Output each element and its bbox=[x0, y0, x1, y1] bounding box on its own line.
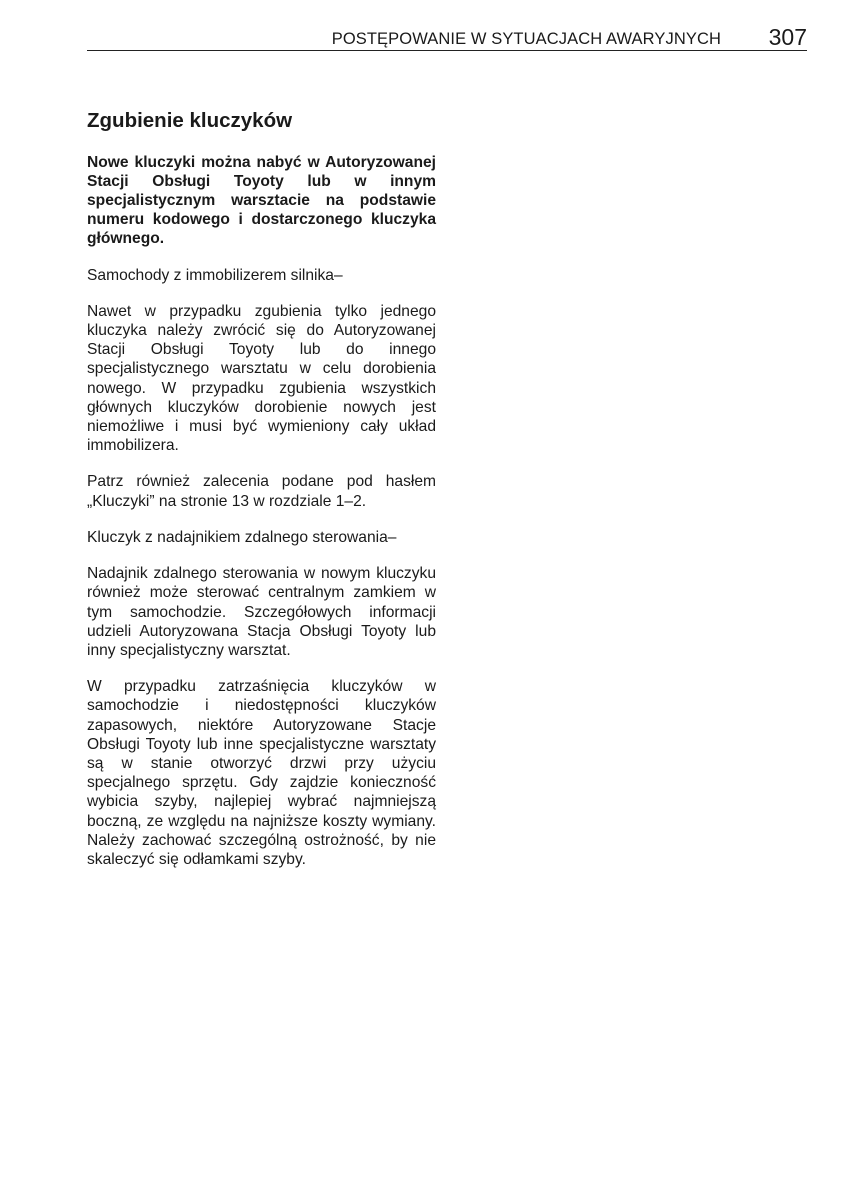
paragraph-remote-body: Nadajnik zdalnego sterowania w nowym kluczyku również może sterować centralnym zamkiem w tym samochodzie. Szczegółowych informacji udzieli Autoryzowana Stacja Obsługi Toyoty lub inny specjalistyczny warsztat. bbox=[87, 565, 436, 659]
paragraph-immobilizer-body: Nawet w przypadku zgubienia tylko jednego kluczyka należy zwrócić się do Autoryzowanej Stacji Obsługi Toyoty lub do innego specjalistycznego warsztatu w celu dorobienia nowego. W przypadku zgubienia wszystkich głównych kluczyków dorobienie nowych jest niemożliwe i musi być wymieniony cały układ immobilizera. bbox=[87, 302, 436, 455]
page-number: 307 bbox=[768, 24, 807, 50]
paragraph-locked-keys: W przypadku zatrzaśnięcia kluczyków w samochodzie i niedostępności kluczyków zapasowych, niektóre Autoryzowane Stacje Obsługi Toyoty lub inne specjalistyczne warsztaty są w stanie otworzyć drzwi przy użyciu specjalnego sprzętu. Gdy zajdzie konieczność wybicia szyby, najlepiej wybrać najmniejszą boczną, ze względu na najniższe koszty wymiany. Należy zachować szczególną ostrożność, by nie skaleczyć się odłamkami szyby. bbox=[87, 678, 436, 868]
paragraph-immobilizer-heading: Samochody z immobilizerem silnika– bbox=[87, 266, 343, 284]
article-body bbox=[87, 108, 436, 886]
article-title: Zgubienie kluczyków bbox=[87, 109, 293, 132]
header-rule bbox=[87, 50, 807, 51]
running-header: POSTĘPOWANIE W SYTUACJACH AWARYJNYCH bbox=[331, 30, 721, 48]
paragraph-see-also: Patrz również zalecenia podane pod hasłem „Kluczyki” na stronie 13 w rozdziale 1–2. bbox=[87, 473, 436, 510]
paragraph-remote-heading: Kluczyk z nadajnikiem zdalnego sterowania– bbox=[87, 528, 397, 546]
lead-paragraph: Nowe kluczyki można nabyć w Autoryzowanej Stacji Obsługi Toyoty lub w innym specjalistycznym warsztacie na podstawie numeru kodowego i dostarczonego kluczyka głównego. bbox=[87, 153, 436, 248]
